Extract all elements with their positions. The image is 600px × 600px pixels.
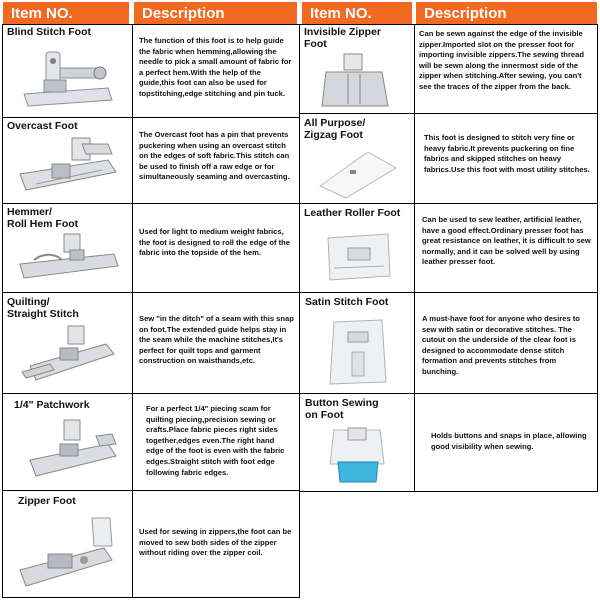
item-name: Hemmer/ Roll Hem Foot — [7, 206, 79, 230]
header-description-right: Description — [416, 2, 597, 25]
item-name: Satin Stitch Foot — [305, 296, 389, 308]
item-description: Sew "in the ditch" of a seam with this snap on foot.The extended guide helps stay in the seam while the machine stitches,It's perfect for quilt tops and garment construction on waisthands,etc. — [139, 314, 294, 366]
item-name: 1/4" Patchwork — [14, 399, 90, 411]
item-name: Quilting/ Straight Stitch — [7, 296, 79, 320]
item-name: Overcast Foot — [7, 120, 78, 132]
item-description: Can be sewn against the edge of the invisible zipper.Imported slot on the presser foot for importing invisible zippers.The sewing thread will be sewn along the innermost side of the zipper when stitching.After sewing, you can't see the traces of the zipper from the back. — [419, 29, 584, 91]
item-name: Button Sewing on Foot — [305, 397, 379, 421]
presser-foot-image — [8, 44, 128, 114]
presser-foot-image — [20, 416, 126, 488]
header-item-no-left: Item NO. — [3, 2, 129, 25]
presser-foot-image — [14, 510, 126, 594]
item-name: All Purpose/ Zigzag Foot — [304, 117, 366, 141]
presser-foot-image — [318, 224, 398, 290]
presser-foot-image — [312, 146, 402, 200]
item-description: The function of this foot is to help guide the fabric when hemming,allowing the needle to pick a small amount of fabric for a perfect hem.With the help of the guide,this foot can also be used for topstitching,edge stitching and pin tuck. — [139, 36, 292, 98]
presser-foot-image — [320, 424, 400, 486]
item-description: A must-have foot for anyone who desires to sew with satin or decorative stitches. The cutout on the underside of the clear foot is designed to accommodate dense stitch formation and prevents stitches from bunching. — [422, 314, 580, 376]
item-description: This foot is designed to stitch very fine or heavy fabric.It prevents puckering on fine fabrics and skipped stitches on heavy fabrics.Use this foot with most utility stitches. — [424, 133, 590, 174]
item-name: Leather Roller Foot — [304, 207, 401, 219]
item-description: Can be used to sew leather, artificial leather, have a good effect.Ordinary presser foot has great resistance on leather, it is difficult to sew normally, and it can be solved well by using leather presser foot. — [422, 215, 591, 267]
header-item-no-right: Item NO. — [302, 2, 412, 25]
presser-foot-image — [14, 230, 124, 288]
item-name: Invisible Zipper Foot — [304, 26, 382, 50]
item-description: Used for sewing in zippers,the foot can be moved to sew both sides of the zipper without riding over the zipper coil. — [139, 527, 292, 558]
presser-foot-image — [12, 134, 124, 200]
item-description: Holds buttons and snaps in place, allowing good visibility when sewing. — [431, 431, 587, 451]
header-description-left: Description — [134, 2, 297, 25]
item-description: The Overcast foot has a pin that prevents puckering when using an overcast stitch on the edges of soft fabric.This stitch can be used to finish off a raw edge or for simultaneously seaming and overcasting. — [139, 130, 290, 182]
presser-foot-image — [16, 322, 126, 390]
item-description: For a perfect 1/4" piecing scam for quilting piecing,precision sewing or crafts.Place fabric pieces right sides together,edges even.The right hand edge of the foot is even with the fabric edges.Straight stitch with foot edge following fabric edges. — [146, 404, 285, 477]
item-name: Zipper Foot — [18, 495, 76, 507]
presser-foot-image — [318, 312, 398, 390]
item-description: Used for light to medium weight fabrics, the foot is designed to roll the edge of the fabric into the topside of the hem. — [139, 227, 291, 258]
item-name: Blind Stitch Foot — [7, 26, 91, 38]
presser-foot-image — [312, 52, 402, 110]
